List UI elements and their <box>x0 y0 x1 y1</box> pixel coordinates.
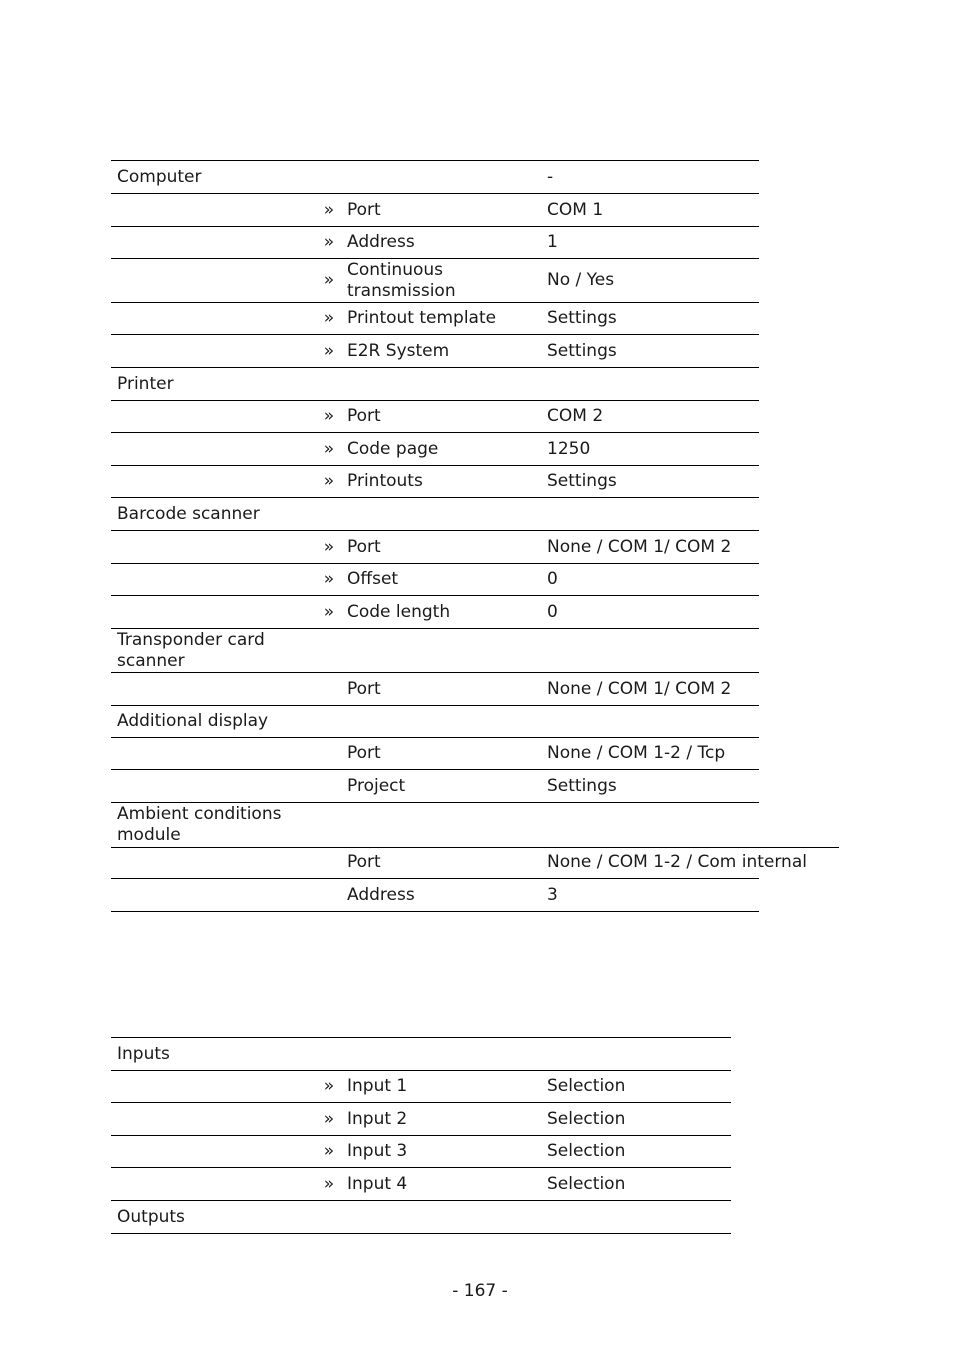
section-label: Outputs <box>117 1206 185 1227</box>
table-row <box>111 1201 731 1234</box>
parameter-name: Input 3 <box>347 1141 408 1161</box>
parameter-value: COM 1 <box>547 199 604 220</box>
table-row <box>111 303 759 335</box>
section-label: Transponder card scanner <box>117 629 265 671</box>
parameter-value: 3 <box>547 884 558 905</box>
submenu-arrow-icon: » <box>323 438 335 459</box>
parameter-value: 0 <box>547 601 558 622</box>
parameter-name: Code length <box>347 601 451 622</box>
parameter-name: Address <box>347 884 415 905</box>
table-row <box>111 673 759 706</box>
parameter-name: Input 4 <box>347 1173 408 1194</box>
interfaces-settings-table <box>111 160 807 912</box>
parameter-value: 1250 <box>547 438 591 459</box>
submenu-arrow-icon: » <box>323 1076 335 1096</box>
submenu-arrow-icon: » <box>323 536 335 557</box>
parameter-value: None / COM 1/ COM 2 <box>547 536 732 557</box>
submenu-arrow-icon: » <box>323 340 335 361</box>
table-row <box>111 1071 731 1103</box>
table-row <box>111 531 759 564</box>
table-row <box>111 738 759 770</box>
parameter-name: Offset <box>347 569 399 589</box>
section-label: Barcode scanner <box>117 503 260 524</box>
parameter-name: Address <box>347 232 415 252</box>
parameter-value: 1 <box>547 232 558 252</box>
submenu-arrow-icon: » <box>323 1173 335 1194</box>
submenu-arrow-icon: » <box>323 601 335 622</box>
parameter-value: Selection <box>547 1108 626 1129</box>
parameter-value: Settings <box>547 775 617 796</box>
table-row <box>111 847 807 879</box>
parameter-value: - <box>547 166 554 187</box>
table-row <box>111 1136 731 1168</box>
section-label: Ambient conditions module <box>117 804 282 845</box>
table-row <box>111 498 759 531</box>
parameter-name: Input 1 <box>347 1076 408 1096</box>
parameter-name: Port <box>347 406 381 426</box>
table-row <box>111 401 759 433</box>
parameter-value: Selection <box>547 1141 626 1161</box>
parameter-value: None / COM 1/ COM 2 <box>547 678 732 699</box>
parameter-value: Settings <box>547 308 617 328</box>
table-row <box>111 706 759 738</box>
parameter-name: E2R System <box>347 340 450 361</box>
parameter-value: COM 2 <box>547 406 604 426</box>
parameter-name: Project <box>347 775 406 796</box>
submenu-arrow-icon: » <box>323 199 335 220</box>
parameter-name: Port <box>347 199 381 220</box>
parameter-name: Port <box>347 852 381 872</box>
parameter-value: Selection <box>547 1076 626 1096</box>
parameter-value: No / Yes <box>547 270 615 290</box>
submenu-arrow-icon: » <box>323 471 335 491</box>
section-label: Computer <box>117 166 202 187</box>
parameter-value: Settings <box>547 340 617 361</box>
parameter-name: Port <box>347 678 381 699</box>
table-row <box>111 466 759 498</box>
section-label: Printer <box>117 373 174 394</box>
parameter-value: None / COM 1-2 / Tcp <box>547 743 726 763</box>
section-label: Additional display <box>117 711 269 731</box>
table-row <box>111 803 759 847</box>
parameter-name: Printouts <box>347 471 423 491</box>
table-row <box>111 433 759 466</box>
table-row <box>111 259 759 303</box>
table-row <box>111 879 759 912</box>
inputs-outputs-table <box>111 1037 731 1234</box>
submenu-arrow-icon: » <box>323 1141 335 1161</box>
table-row <box>111 629 759 673</box>
parameter-value: None / COM 1-2 / Com internal <box>547 852 807 872</box>
table-row <box>111 335 759 368</box>
table-row <box>111 1168 731 1201</box>
parameter-value: 0 <box>547 569 558 589</box>
parameter-name: Continuous transmission <box>347 259 456 301</box>
submenu-arrow-icon: » <box>323 406 335 426</box>
parameter-name: Port <box>347 536 381 557</box>
table-row <box>111 194 759 227</box>
parameter-name: Input 2 <box>347 1108 408 1129</box>
table-row <box>111 1103 731 1136</box>
table-row <box>111 564 759 596</box>
table-row <box>111 1038 731 1071</box>
parameter-name: Printout template <box>347 308 497 328</box>
submenu-arrow-icon: » <box>323 270 335 290</box>
page-number: - 167 - <box>452 1281 508 1301</box>
submenu-arrow-icon: » <box>323 232 335 252</box>
parameter-name: Code page <box>347 438 439 459</box>
table-row <box>111 596 759 629</box>
submenu-arrow-icon: » <box>323 1108 335 1129</box>
submenu-arrow-icon: » <box>323 308 335 328</box>
section-label: Inputs <box>117 1043 170 1064</box>
submenu-arrow-icon: » <box>323 569 335 589</box>
parameter-name: Port <box>347 743 381 763</box>
table-row <box>111 227 759 259</box>
table-row <box>111 368 759 401</box>
table-row <box>111 161 759 194</box>
parameter-value: Settings <box>547 471 617 491</box>
table-row <box>111 770 759 803</box>
parameter-value: Selection <box>547 1173 626 1194</box>
